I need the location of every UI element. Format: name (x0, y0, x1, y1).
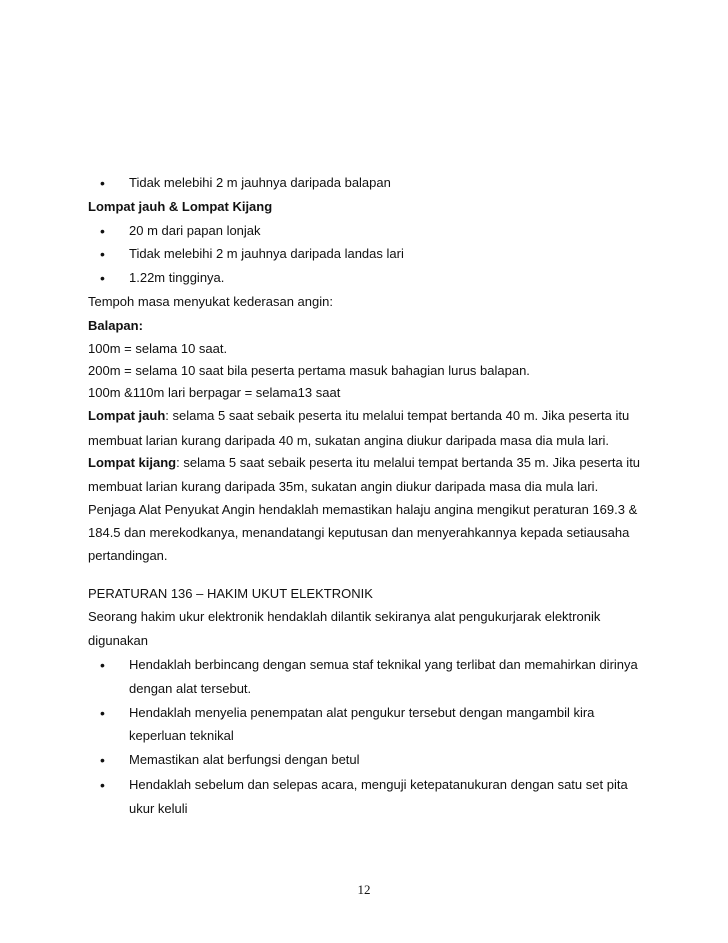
bullet-text: Hendaklah berbincang dengan semua staf teknikal yang terlibat dan memahirkan dirinya (129, 657, 638, 672)
lompat-jauh-label: Lompat jauh (88, 408, 166, 423)
bullet-text: 20 m dari papan lonjak (129, 223, 261, 238)
bullet-marker: • (100, 777, 105, 793)
balapan-line: 100m &110m lari berpagar = selama13 saat (88, 385, 341, 400)
tempoh-text: Tempoh masa menyukat kederasan angin: (88, 294, 333, 309)
balapan-line: 100m = selama 10 saat. (88, 341, 228, 356)
bullet-text: Memastikan alat berfungsi dengan betul (129, 752, 360, 767)
bullet-marker: • (100, 657, 105, 673)
penjaga-text: 184.5 dan merekodkanya, menandatangi keputusan dan menyerahkannya kepada setiausaha (88, 525, 630, 540)
bullet-text-cont: dengan alat tersebut. (129, 681, 252, 696)
bullet-text: Hendaklah sebelum dan selepas acara, menguji ketepatanukuran dengan satu set pita (129, 777, 628, 792)
page-number: 12 (357, 882, 371, 897)
bullet-text-cont: keperluan teknikal (129, 728, 234, 743)
lompat-kijang-text-2: membuat larian kurang daripada 35m, sukatan angin diukur daripada masa dia mula lari. (88, 479, 599, 494)
bullet-marker: • (100, 246, 105, 262)
lompat-kijang-text: : selama 5 saat sebaik peserta itu melalui tempat bertanda 35 m. Jika peserta itu (176, 455, 641, 470)
penjaga-text: pertandingan. (88, 548, 168, 563)
bullet-marker: • (100, 270, 105, 286)
lompat-jauh-paragraph (88, 408, 629, 424)
bullet-marker: • (100, 223, 105, 239)
lompat-jauh-text-2: membuat larian kurang daripada 40 m, sukatan angina diukur daripada masa dia mula lari. (88, 433, 610, 448)
bullet-marker: • (100, 705, 105, 721)
lompat-kijang-label: Lompat kijang (88, 455, 177, 470)
lompat-kijang-paragraph (88, 455, 640, 471)
bullet-marker: • (100, 175, 105, 191)
bullet-text: Tidak melebihi 2 m jauhnya daripada balapan (129, 175, 391, 190)
peraturan-heading: PERATURAN 136 – HAKIM UKUT ELEKTRONIK (88, 586, 373, 601)
bullet-text: Hendaklah menyelia penempatan alat pengukur tersebut dengan mangambil kira (129, 705, 595, 720)
intro-text: Seorang hakim ukur elektronik hendaklah dilantik sekiranya alat pengukurjarak elektronik (88, 609, 601, 624)
lompat-jauh-text: : selama 5 saat sebaik peserta itu melalui tempat bertanda 40 m. Jika peserta itu (165, 408, 630, 423)
penjaga-text: Penjaga Alat Penyukat Angin hendaklah memastikan halaju angina mengikut peraturan 169.3 & (88, 502, 638, 517)
bullet-text: Tidak melebihi 2 m jauhnya daripada landas lari (129, 246, 404, 261)
intro-text: digunakan (88, 633, 148, 648)
bullet-marker: • (100, 752, 105, 768)
bullet-text: 1.22m tingginya. (129, 270, 225, 285)
section-heading-lompat: Lompat jauh & Lompat Kijang (88, 199, 273, 214)
balapan-heading: Balapan: (88, 318, 143, 333)
bullet-text-cont: ukur keluli (129, 801, 188, 816)
balapan-line: 200m = selama 10 saat bila peserta pertama masuk bahagian lurus balapan. (88, 363, 530, 378)
